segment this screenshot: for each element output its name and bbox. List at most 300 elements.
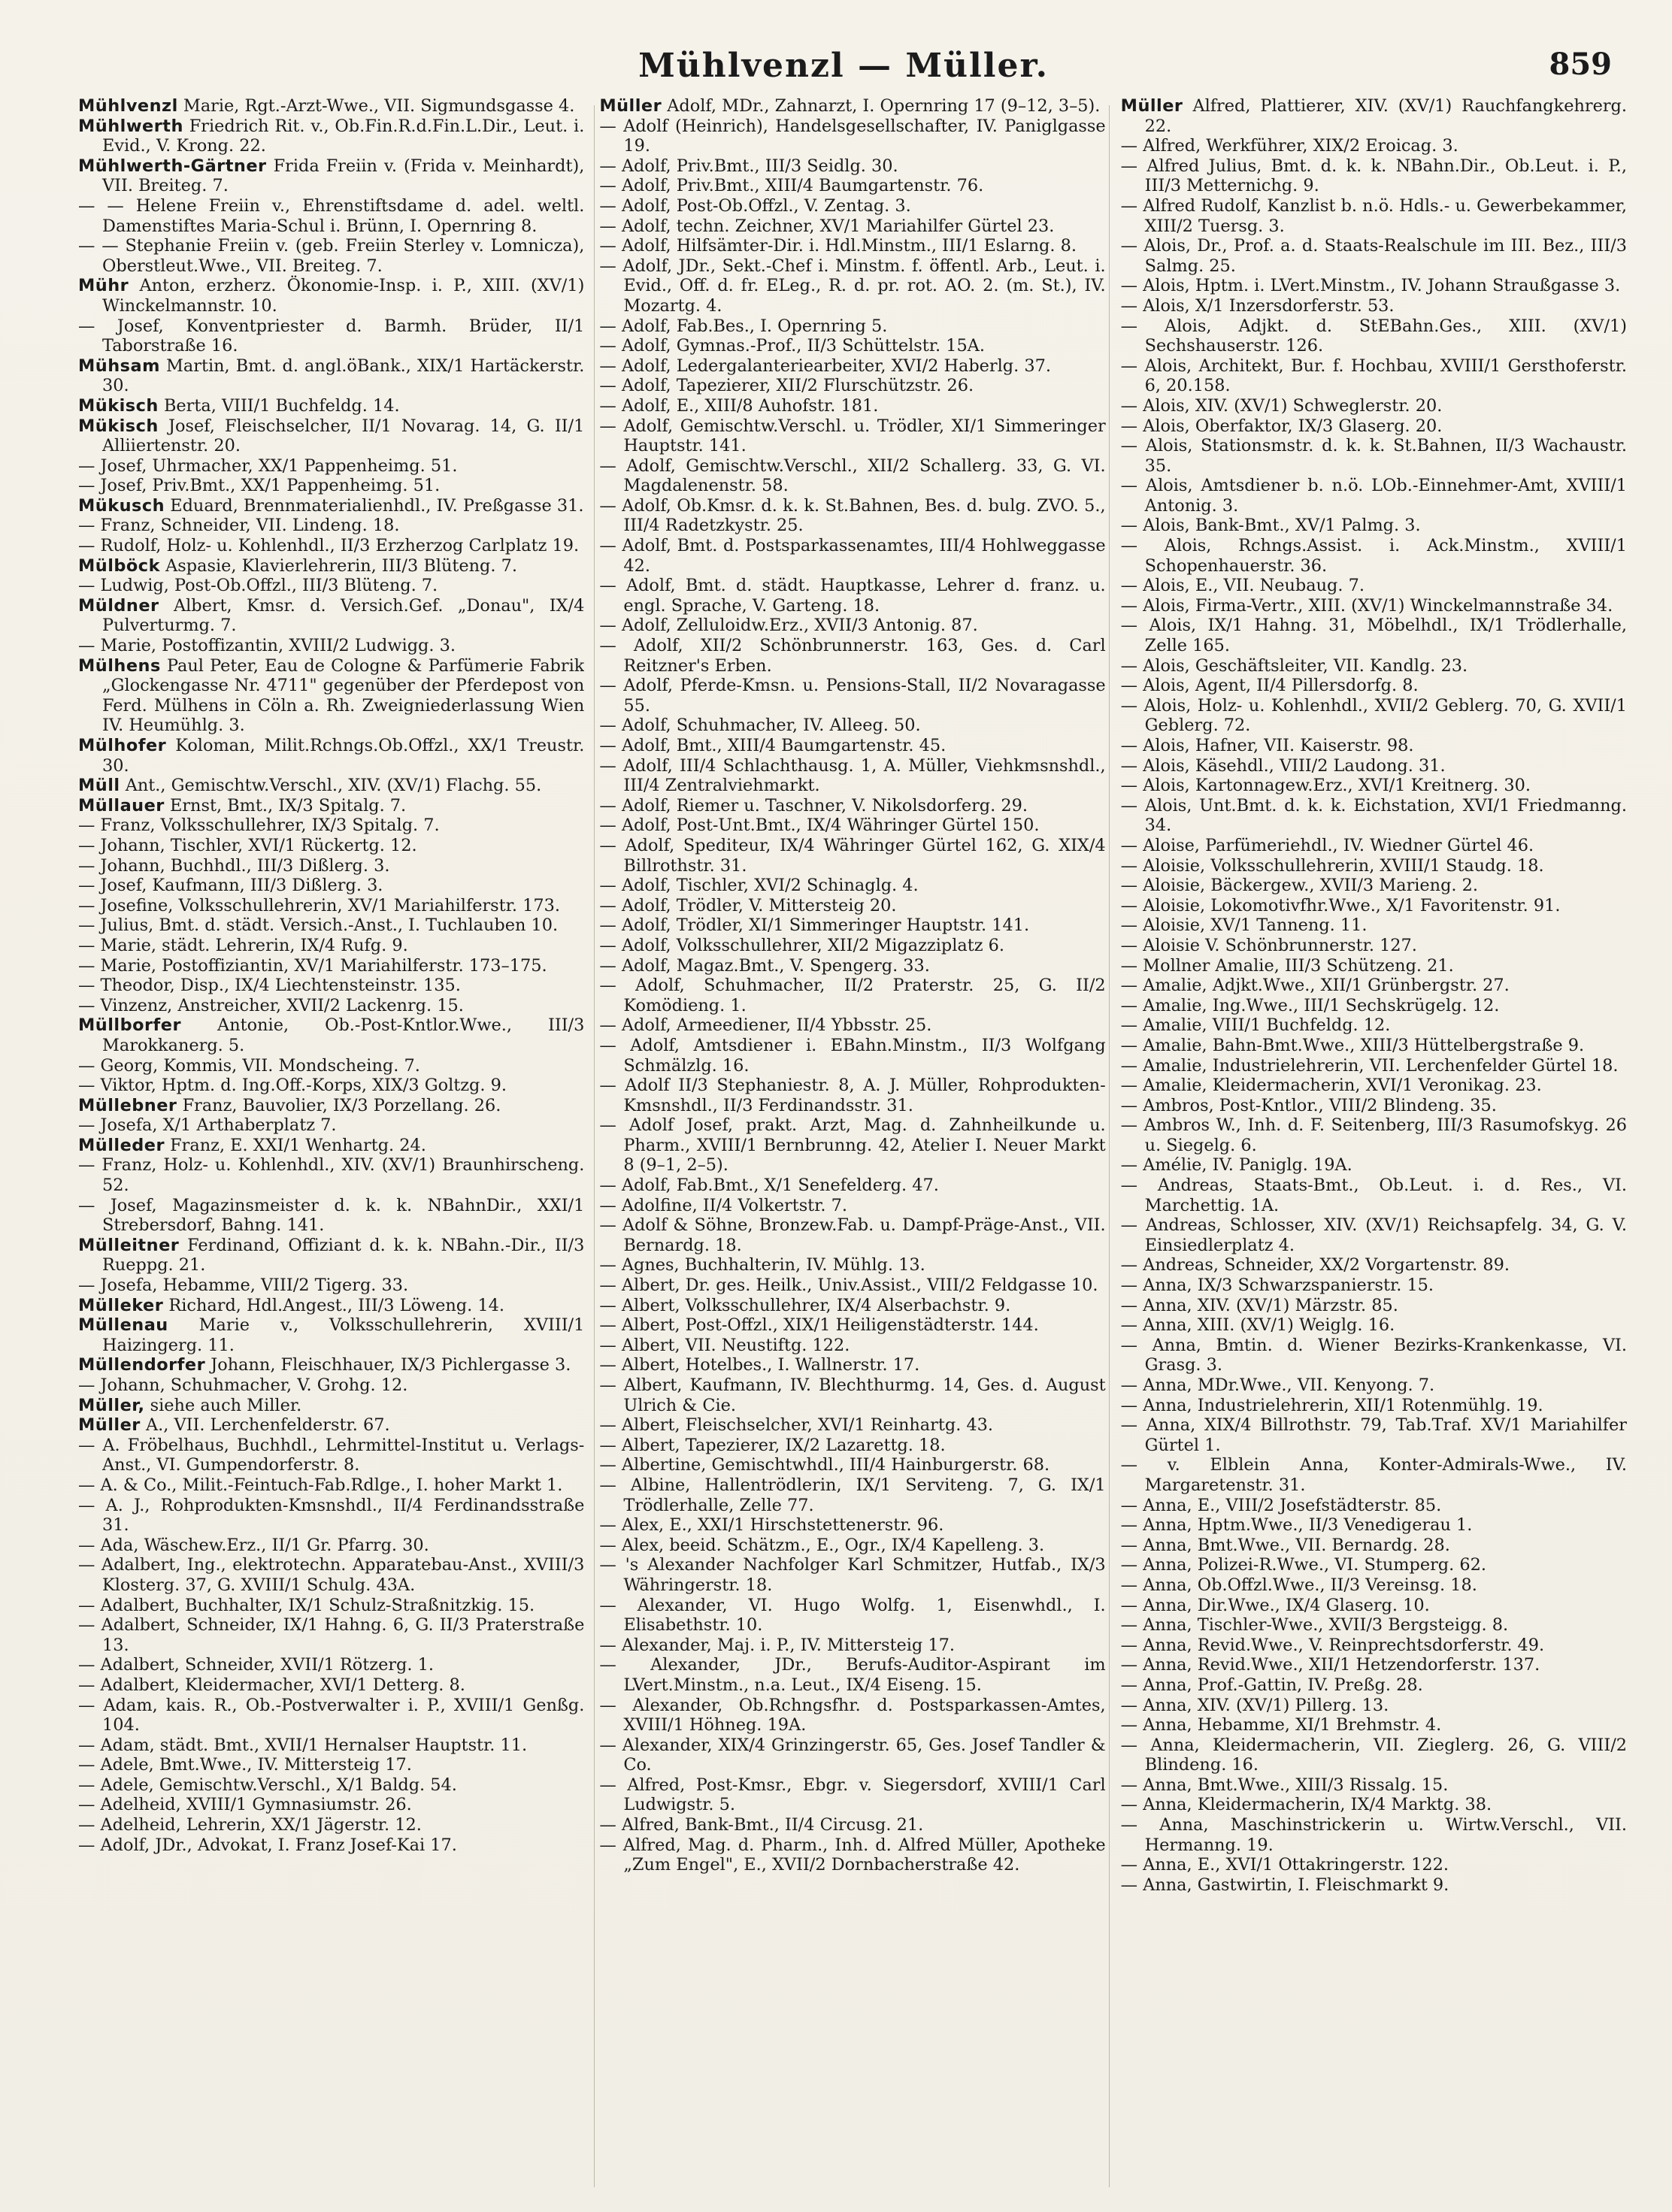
directory-entry bbox=[1121, 1775, 1627, 1796]
entry-details: — Alex, beeid. Schätzm., E., Ogr., IX/4 Kapelleng. 3. bbox=[599, 1535, 1045, 1555]
entry-details: — Alois, Hafner, VII. Kaiserstr. 98. bbox=[1120, 736, 1414, 755]
entry-details: Marie v., Volksschullehrerin, XVIII/1 Haizingerg. 11. bbox=[102, 1315, 585, 1355]
entry-details: — Amalie, Bahn-Bmt.Wwe., XIII/3 Hüttelbergstraße 9. bbox=[1120, 1035, 1585, 1055]
directory-entry bbox=[599, 1115, 1105, 1176]
entry-details: — Marie, städt. Lehrerin, IX/4 Rufg. 9. bbox=[78, 935, 408, 955]
directory-entry bbox=[1121, 1496, 1627, 1516]
entry-details: — Josef, Konventpriester d. Barmh. Brüder, II/1 Taborstraße 16. bbox=[78, 316, 585, 356]
directory-entry bbox=[599, 915, 1105, 936]
entry-details: — Adolf, Fab.Bmt., X/1 Senefelderg. 47. bbox=[599, 1176, 939, 1196]
entry-details: — Adolf, Riemer u. Taschner, V. Nikolsdorferg. 29. bbox=[599, 795, 1028, 816]
entry-details: — Adelheid, XVIII/1 Gymnasiumstr. 26. bbox=[78, 1795, 412, 1815]
directory-entry bbox=[78, 196, 584, 236]
entry-surname: Müllborfer bbox=[78, 1015, 181, 1036]
directory-entry bbox=[1121, 756, 1627, 776]
entry-details: — Rudolf, Holz- u. Kohlenhdl., II/3 Erzherzog Carlplatz 19. bbox=[78, 536, 580, 556]
directory-entry bbox=[599, 1696, 1105, 1735]
entry-details: — Alois, IX/1 Hahng. 31, Möbelhdl., IX/1 Trödlerhalle, Zelle 165. bbox=[1120, 616, 1627, 656]
entry-details: — Adolf, Tischler, XVI/2 Schinaglg. 4. bbox=[599, 876, 919, 896]
entry-details: — Anna, Prof.-Gattin, IV. Preßg. 28. bbox=[1120, 1675, 1423, 1695]
entry-details: — Aloisie, XV/1 Tanneng. 11. bbox=[1120, 915, 1368, 936]
directory-entry bbox=[78, 596, 584, 636]
directory-entry bbox=[599, 1036, 1105, 1076]
directory-entry bbox=[1121, 1536, 1627, 1556]
column-left bbox=[78, 96, 584, 2193]
entry-details: — Alois, Holz- u. Kohlenhdl., XVII/2 Geblerg. 70, G. XVII/1 Geblerg. 72. bbox=[1120, 695, 1627, 736]
directory-entry bbox=[78, 1056, 584, 1076]
entry-details: Berta, VIII/1 Buchfeldg. 14. bbox=[163, 395, 400, 416]
directory-entry bbox=[1121, 356, 1627, 396]
directory-entry bbox=[599, 1375, 1105, 1415]
entry-details: — Adolf, Gemischtw.Verschl. u. Trödler, XI/1 Simmeringer Hauptstr. 141. bbox=[599, 416, 1106, 456]
directory-entry bbox=[1121, 1215, 1627, 1255]
directory-entry bbox=[599, 1475, 1105, 1515]
entry-details: Koloman, Milit.Rchngs.Ob.Offzl., XX/1 Treustr. 30. bbox=[102, 736, 585, 776]
entry-details: — Adolf, III/4 Schlachthausg. 1, A. Müller, Viehkmsnshdl., III/4 Zentralviehmarkt. bbox=[599, 755, 1106, 796]
column-right bbox=[1121, 96, 1627, 2193]
entry-details: — Ada, Wäschew.Erz., II/1 Gr. Pfarrg. 30. bbox=[78, 1535, 429, 1555]
entry-details: Ferdinand, Offiziant d. k. k. NBahn.-Dir., II/3 Rueppg. 21. bbox=[102, 1235, 585, 1275]
directory-entry bbox=[599, 496, 1105, 536]
entry-details: — Adolf II/3 Stephaniestr. 8, A. J. Müller, Rohprodukten-Kmsnshdl., II/3 Ferdinandsstr. 31. bbox=[599, 1076, 1106, 1115]
entry-details: — Alfred Julius, Bmt. d. k. k. NBahn.Dir., Ob.Leut. i. P., III/3 Metternichg. 9. bbox=[1120, 156, 1627, 196]
directory-entry bbox=[78, 936, 584, 956]
directory-entry bbox=[78, 1795, 584, 1815]
directory-entry bbox=[78, 1655, 584, 1675]
entry-details: — — Stephanie Freiin v. (geb. Freiin Sterley v. Lomnicza), Oberstleut.Wwe., VII. Breiteg. 7. bbox=[78, 236, 585, 276]
entry-details: — Alfred Rudolf, Kanzlist b. n.ö. Hdls.- u. Gewerbekammer, XIII/2 Tuersg. 3. bbox=[1120, 195, 1627, 236]
directory-entry bbox=[78, 956, 584, 976]
entry-details: — Alois, Geschäftsleiter, VII. Kandlg. 23. bbox=[1120, 655, 1468, 676]
directory-entry bbox=[1121, 196, 1627, 236]
directory-entry bbox=[78, 1475, 584, 1496]
directory-entry bbox=[599, 1296, 1105, 1316]
directory-entry bbox=[1121, 1555, 1627, 1575]
directory-entry bbox=[599, 1815, 1105, 1835]
directory-entry bbox=[599, 1196, 1105, 1216]
directory-entry bbox=[599, 616, 1105, 636]
page-number: 859 bbox=[1549, 47, 1612, 82]
directory-entry bbox=[1121, 1096, 1627, 1116]
entry-details: — Alois, Dr., Prof. a. d. Staats-Realschule im III. Bez., III/3 Salmg. 25. bbox=[1120, 236, 1627, 276]
entry-details: — Theodor, Disp., IX/4 Liechtensteinstr. 135. bbox=[78, 976, 461, 996]
directory-entry bbox=[78, 536, 584, 556]
directory-entry bbox=[78, 876, 584, 896]
directory-entry bbox=[1121, 1596, 1627, 1616]
directory-entry bbox=[599, 1596, 1105, 1636]
entry-details: — Adolf, Volksschullehrer, XII/2 Migazziplatz 6. bbox=[599, 935, 1004, 955]
directory-entry bbox=[599, 1515, 1105, 1536]
directory-entry bbox=[599, 956, 1105, 976]
entry-details: — Amalie, Ing.Wwe., III/1 Sechskrügelg. 12. bbox=[1120, 995, 1500, 1015]
entry-details: — Albert, Fleischselcher, XVI/1 Reinhartg. 43. bbox=[599, 1415, 994, 1436]
entry-details: — Adolf, E., XIII/8 Auhofstr. 181. bbox=[599, 395, 879, 416]
entry-details: — Adolf, Gemischtw.Verschl., XII/2 Schallerg. 33, G. VI. Magdalenenstr. 58. bbox=[599, 455, 1106, 496]
entry-details: — Anna, Hebamme, XI/1 Brehmstr. 4. bbox=[1120, 1715, 1442, 1735]
directory-entry bbox=[1121, 1615, 1627, 1636]
directory-entry bbox=[1121, 156, 1627, 196]
entry-details: — Adolf, Ledergalanteriearbeiter, XVI/2 Haberlg. 37. bbox=[599, 356, 1051, 376]
entry-details: — Adolf, Bmt. d. städt. Hauptkasse, Lehrer d. franz. u. engl. Sprache, V. Garteng. 18. bbox=[599, 576, 1106, 616]
entry-details: — Adam, städt. Bmt., XVII/1 Hernalser Hauptstr. 11. bbox=[78, 1735, 528, 1755]
directory-entry bbox=[1121, 676, 1627, 696]
directory-entry bbox=[78, 96, 584, 117]
entry-details: — Franz, Holz- u. Kohlenhdl., XIV. (XV/1) Braunhirscheng. 52. bbox=[78, 1155, 585, 1196]
directory-entry bbox=[78, 1076, 584, 1096]
directory-entry bbox=[78, 1755, 584, 1775]
entry-details: — Anna, Gastwirtin, I. Fleischmarkt 9. bbox=[1120, 1875, 1449, 1895]
directory-entry bbox=[1121, 915, 1627, 936]
directory-entry bbox=[599, 896, 1105, 916]
entry-surname: Mülleder bbox=[78, 1135, 165, 1155]
entry-details: — Anna, Industrielehrerin, XII/1 Rotenmühlg. 19. bbox=[1120, 1395, 1543, 1415]
directory-entry bbox=[78, 1555, 584, 1595]
entry-details: — Franz, Volksschullehrer, IX/3 Spitalg. 7. bbox=[78, 816, 440, 836]
directory-entry bbox=[1121, 1115, 1627, 1155]
entry-details: — Adalbert, Buchhalter, IX/1 Schulz-Straßnitzkig. 15. bbox=[78, 1595, 535, 1615]
entry-details: — Anna, Kleidermacherin, IX/4 Marktg. 38. bbox=[1120, 1795, 1492, 1815]
directory-entry bbox=[78, 896, 584, 916]
entry-details: — Albert, Volksschullehrer, IX/4 Alserbachstr. 9. bbox=[599, 1295, 1011, 1315]
entry-surname: Müldner bbox=[78, 595, 159, 616]
directory-entry bbox=[78, 1496, 584, 1536]
entry-details: — Adolf, Bmt., XIII/4 Baumgartenstr. 45. bbox=[599, 736, 947, 755]
entry-details: — Alois, Kartonnagew.Erz., XVI/1 Kreitnerg. 30. bbox=[1120, 776, 1531, 796]
page-header bbox=[75, 47, 1612, 99]
entry-details: — Alois, Agent, II/4 Pillersdorfg. 8. bbox=[1120, 676, 1419, 696]
entry-details: Franz, E. XXI/1 Wenhartg. 24. bbox=[170, 1135, 426, 1155]
directory-entry bbox=[78, 1155, 584, 1195]
entry-details: — 's Alexander Nachfolger Karl Schmitzer, Hutfab., IX/3 Währingerstr. 18. bbox=[599, 1555, 1106, 1595]
directory-entry bbox=[1121, 1715, 1627, 1735]
directory-entry bbox=[1121, 1076, 1627, 1096]
entry-details: — Adolf, Hilfsämter-Dir. i. Hdl.Minstm., III/1 Eslarng. 8. bbox=[599, 236, 1077, 256]
directory-entry bbox=[1121, 1015, 1627, 1036]
directory-entry bbox=[1121, 796, 1627, 836]
directory-entry bbox=[78, 156, 584, 196]
entry-details: — Alois, Adjkt. d. StEBahn.Ges., XIII. (XV/1) Sechshauserstr. 126. bbox=[1120, 316, 1627, 356]
entry-details: Johann, Fleischhauer, IX/3 Pichlergasse 3. bbox=[211, 1355, 571, 1375]
directory-entry bbox=[78, 1196, 584, 1236]
entry-details: — Anna, XIV. (XV/1) Pillerg. 13. bbox=[1120, 1695, 1389, 1715]
entry-details: — Adolf, Pferde-Kmsn. u. Pensions-Stall, II/2 Novaragasse 55. bbox=[599, 676, 1106, 716]
directory-entry bbox=[1121, 316, 1627, 356]
entry-details: — Alexander, XIX/4 Grinzingerstr. 65, Ges. Josef Tandler & Co. bbox=[599, 1735, 1106, 1775]
directory-entry bbox=[78, 796, 584, 816]
directory-entry bbox=[78, 856, 584, 876]
directory-entry bbox=[78, 1815, 584, 1835]
directory-entry bbox=[599, 1735, 1105, 1775]
entry-details: Franz, Bauvolier, IX/3 Porzellang. 26. bbox=[182, 1095, 501, 1115]
directory-entry bbox=[599, 336, 1105, 356]
entry-details: — Albertine, Gemischtwhdl., III/4 Hainburgerstr. 68. bbox=[599, 1455, 1050, 1475]
entry-details: — Adele, Bmt.Wwe., IV. Mittersteig 17. bbox=[78, 1755, 412, 1775]
entry-details: — Alex, E., XXI/1 Hirschstettenerstr. 96. bbox=[599, 1515, 944, 1536]
entry-details: — Anna, IX/3 Schwarzspanierstr. 15. bbox=[1120, 1275, 1434, 1296]
directory-entry bbox=[1121, 736, 1627, 756]
entry-details: — Adam, kais. R., Ob.-Postverwalter i. P., XVIII/1 Genßg. 104. bbox=[78, 1695, 585, 1735]
entry-details: — Alexander, JDr., Berufs-Auditor-Aspirant im LVert.Minstm., n.a. Leut., IX/4 Eiseng. 15. bbox=[599, 1655, 1106, 1695]
directory-entry bbox=[78, 1096, 584, 1116]
entry-details: — Johann, Schuhmacher, V. Grohg. 12. bbox=[78, 1375, 408, 1395]
entry-details: — Adolf Josef, prakt. Arzt, Mag. d. Zahnheilkunde u. Pharm., XVIII/1 Bernbrunng. 42, Atelier I. Neuer Markt 8 (9–1, 2–5). bbox=[599, 1115, 1106, 1176]
directory-entry bbox=[599, 316, 1105, 337]
entry-surname: Müllebner bbox=[78, 1095, 177, 1115]
directory-entry bbox=[599, 1076, 1105, 1115]
entry-details: — Alois, E., VII. Neubaug. 7. bbox=[1120, 576, 1365, 596]
entry-details: — Adolf, Ob.Kmsr. d. k. k. St.Bahnen, Bes. d. bulg. ZVO. 5., III/4 Radetzkystr. 25. bbox=[599, 495, 1106, 536]
directory-entry bbox=[599, 1336, 1105, 1356]
entry-details: — Adalbert, Kleidermacher, XVI/1 Detterg. 8. bbox=[78, 1675, 465, 1695]
directory-entry bbox=[599, 216, 1105, 237]
directory-entry bbox=[1121, 896, 1627, 916]
entry-surname: Mülleker bbox=[78, 1295, 164, 1315]
directory-entry bbox=[1121, 596, 1627, 616]
entry-details: — Andreas, Staats-Bmt., Ob.Leut. i. d. Res., VI. Marchettig. 1A. bbox=[1120, 1176, 1627, 1215]
entry-details: — Anna, XIV. (XV/1) Märzstr. 85. bbox=[1120, 1295, 1398, 1315]
directory-entry bbox=[599, 1775, 1105, 1815]
directory-entry bbox=[599, 1655, 1105, 1695]
directory-entry bbox=[1121, 656, 1627, 676]
directory-entry bbox=[78, 1355, 584, 1375]
directory-entry bbox=[1121, 616, 1627, 655]
entry-details: — Albert, Hotelbes., I. Wallnerstr. 17. bbox=[599, 1355, 920, 1375]
directory-entry bbox=[599, 1536, 1105, 1556]
directory-entry bbox=[599, 376, 1105, 396]
directory-entry bbox=[599, 816, 1105, 836]
entry-surname: Müllendorfer bbox=[78, 1355, 206, 1375]
directory-entry bbox=[599, 1436, 1105, 1456]
entry-surname: Müll bbox=[78, 776, 120, 796]
directory-entry bbox=[78, 456, 584, 477]
entry-details: — Josefa, Hebamme, VIII/2 Tigerg. 33. bbox=[78, 1275, 409, 1296]
directory-entry bbox=[1121, 976, 1627, 996]
entry-details: — Franz, Schneider, VII. Lindeng. 18. bbox=[78, 516, 400, 536]
directory-entry bbox=[1121, 1455, 1627, 1495]
directory-entry bbox=[599, 736, 1105, 756]
entry-details: — Anna, Tischler-Wwe., XVII/3 Bergsteigg. 8. bbox=[1120, 1615, 1509, 1636]
directory-entry bbox=[599, 1355, 1105, 1375]
entry-details: — Adolf, Priv.Bmt., XIII/4 Baumgartenstr. 76. bbox=[599, 176, 984, 196]
directory-entry bbox=[78, 1696, 584, 1735]
directory-entry bbox=[78, 276, 584, 316]
directory-entry bbox=[78, 915, 584, 936]
directory-entry bbox=[599, 117, 1105, 156]
directory-entry bbox=[599, 836, 1105, 876]
directory-entry bbox=[78, 656, 584, 736]
entry-surname: Mühsam bbox=[78, 356, 160, 376]
directory-entry bbox=[1121, 1396, 1627, 1416]
directory-entry bbox=[1121, 1795, 1627, 1815]
directory-entry bbox=[78, 1275, 584, 1296]
directory-entry bbox=[78, 1396, 584, 1416]
entry-details: — Adolf, Armeediener, II/4 Ybbsstr. 25. bbox=[599, 1015, 932, 1036]
directory-entry bbox=[78, 1136, 584, 1156]
entry-details: — Georg, Kommis, VII. Mondscheing. 7. bbox=[78, 1055, 420, 1076]
directory-entry bbox=[599, 1555, 1105, 1595]
directory-entry bbox=[1121, 856, 1627, 876]
entry-details: — Adelheid, Lehrerin, XX/1 Jägerstr. 12. bbox=[78, 1815, 422, 1835]
entry-details: — Alfred, Werkführer, XIX/2 Eroicag. 3. bbox=[1120, 136, 1458, 156]
entry-surname: Mükisch bbox=[78, 416, 159, 436]
directory-entry bbox=[599, 1415, 1105, 1436]
entry-details: — Amalie, Kleidermacherin, XVI/1 Veronikag. 23. bbox=[1120, 1076, 1542, 1096]
page-title: Mühlvenzl — Müller. bbox=[638, 47, 1049, 85]
entry-details: — Anna, Bmt.Wwe., VII. Bernardg. 28. bbox=[1120, 1535, 1450, 1555]
directory-entry bbox=[1121, 1336, 1627, 1375]
entry-details: — Anna, Hptm.Wwe., II/3 Venedigerau 1. bbox=[1120, 1515, 1473, 1536]
entry-details: — Amélie, IV. Paniglg. 19A. bbox=[1120, 1155, 1352, 1176]
directory-entry bbox=[599, 236, 1105, 256]
directory-entry bbox=[1121, 996, 1627, 1016]
entry-details: — Adolf, Gymnas.-Prof., II/3 Schüttelstr. 15A. bbox=[599, 336, 985, 356]
entry-details: — A. J., Rohprodukten-Kmsnshdl., II/4 Ferdinandsstraße 31. bbox=[78, 1495, 585, 1536]
directory-entry bbox=[599, 756, 1105, 796]
entry-details: — Amalie, Industrielehrerin, VII. Lerchenfelder Gürtel 18. bbox=[1120, 1055, 1619, 1076]
directory-entry bbox=[1121, 1176, 1627, 1215]
entry-details: — Adolf, Bmt. d. Postsparkassenamtes, III/4 Hohlweggasse 42. bbox=[599, 536, 1106, 576]
directory-entry bbox=[78, 476, 584, 496]
entry-details: — Josef, Magazinsmeister d. k. k. NBahnDir., XXI/1 Strebersdorf, Bahng. 141. bbox=[78, 1195, 585, 1236]
directory-entry bbox=[78, 996, 584, 1016]
entry-details: — Alfred, Mag. d. Pharm., Inh. d. Alfred Müller, Apotheke „Zum Engel", E., XVII/2 Dornbacherstraße 42. bbox=[599, 1835, 1106, 1875]
entry-surname: Müllauer bbox=[78, 795, 165, 816]
entry-surname: Mühlvenzl bbox=[78, 96, 178, 116]
directory-entry bbox=[599, 356, 1105, 377]
directory-entry bbox=[78, 1775, 584, 1796]
directory-entry bbox=[78, 516, 584, 536]
directory-entry bbox=[599, 536, 1105, 576]
directory-entry bbox=[78, 636, 584, 656]
entry-surname: Mülleitner bbox=[78, 1235, 180, 1255]
directory-entry bbox=[78, 1315, 584, 1355]
entry-details: — Ludwig, Post-Ob.Offzl., III/3 Blüteng. 7. bbox=[78, 576, 438, 596]
directory-entry bbox=[599, 1315, 1105, 1336]
directory-entry bbox=[1121, 776, 1627, 796]
entry-details: — Adolf, Schuhmacher, IV. Alleeg. 50. bbox=[599, 716, 921, 736]
directory-entry bbox=[1121, 1655, 1627, 1675]
entry-details: — Adolf (Heinrich), Handelsgesellschafter, IV. Paniglgasse 19. bbox=[599, 116, 1106, 156]
entry-details: Marie, Rgt.-Arzt-Wwe., VII. Sigmundsgasse 4. bbox=[183, 96, 575, 116]
directory-entry bbox=[78, 1735, 584, 1756]
directory-entry bbox=[1121, 1056, 1627, 1076]
directory-entry bbox=[78, 736, 584, 776]
entry-details: Adolf, MDr., Zahnarzt, I. Opernring 17 (9–12, 3–5). bbox=[667, 96, 1101, 116]
directory-entry bbox=[1121, 1515, 1627, 1536]
entry-details: — v. Elblein Anna, Konter-Admirals-Wwe., IV. Margaretenstr. 31. bbox=[1120, 1455, 1627, 1495]
entry-details: — Andreas, Schlosser, XIV. (XV/1) Reichsapfelg. 34, G. V. Einsiedlerplatz 4. bbox=[1120, 1215, 1627, 1255]
entry-details: — Adolf, Priv.Bmt., III/3 Seidlg. 30. bbox=[599, 156, 898, 176]
entry-details: — Anna, XIII. (XV/1) Weiglg. 16. bbox=[1120, 1315, 1395, 1336]
directory-entry bbox=[1121, 236, 1627, 276]
entry-details: — Aloise, Parfümeriehdl., IV. Wiedner Gürtel 46. bbox=[1120, 835, 1534, 855]
entry-details: — Adolf, techn. Zeichner, XV/1 Mariahilfer Gürtel 23. bbox=[599, 216, 1055, 236]
directory-entry bbox=[78, 117, 584, 156]
entry-details: — Anna, Polizei-R.Wwe., VI. Stumperg. 62. bbox=[1120, 1555, 1486, 1575]
entry-details: — Adolf, XII/2 Schönbrunnerstr. 163, Ges. d. Carl Reitzner's Erben. bbox=[599, 636, 1106, 676]
entry-details: — Anna, Dir.Wwe., IX/4 Glaserg. 10. bbox=[1120, 1595, 1430, 1615]
entry-surname: Müller bbox=[1120, 96, 1183, 116]
directory-entry bbox=[1121, 276, 1627, 296]
directory-entry bbox=[1121, 576, 1627, 596]
entry-details: Alfred, Plattierer, XIV. (XV/1) Rauchfangkehrerg. 22. bbox=[1144, 96, 1627, 136]
directory-entry bbox=[1121, 1155, 1627, 1176]
directory-entry bbox=[599, 1215, 1105, 1255]
directory-entry bbox=[1121, 1636, 1627, 1656]
entry-details: — Adalbert, Schneider, IX/1 Hahng. 6, G. II/3 Praterstraße 13. bbox=[78, 1615, 585, 1655]
entry-details: — Aloisie, Lokomotivfhr.Wwe., X/1 Favoritenstr. 91. bbox=[1120, 895, 1561, 915]
directory-entry bbox=[599, 196, 1105, 216]
entry-details: — Ambros W., Inh. d. F. Seitenberg, III/3 Rasumofskyg. 26 u. Siegelg. 6. bbox=[1120, 1115, 1627, 1155]
directory-entry bbox=[599, 1176, 1105, 1196]
entry-details: — Josef, Priv.Bmt., XX/1 Pappenheimg. 51. bbox=[78, 476, 441, 496]
directory-entry bbox=[78, 236, 584, 276]
entry-details: — Agnes, Buchhalterin, IV. Mühlg. 13. bbox=[599, 1255, 925, 1275]
entry-details: siehe auch Miller. bbox=[150, 1395, 302, 1415]
directory-entry bbox=[599, 156, 1105, 177]
directory-entry bbox=[1121, 1855, 1627, 1875]
entry-surname: Müllenau bbox=[78, 1315, 168, 1336]
directory-entry bbox=[1121, 1735, 1627, 1775]
directory-entry bbox=[78, 1415, 584, 1436]
directory-entry bbox=[599, 256, 1105, 316]
entry-details: A., VII. Lerchenfelderstr. 67. bbox=[145, 1415, 390, 1436]
directory-entry bbox=[78, 416, 584, 456]
entry-surname: Müller bbox=[599, 96, 662, 116]
entry-surname: Mükusch bbox=[78, 495, 165, 516]
directory-entry bbox=[599, 876, 1105, 896]
directory-entry bbox=[599, 1835, 1105, 1875]
entry-details: — Anna, Revid.Wwe., V. Reinprechtsdorferstr. 49. bbox=[1120, 1635, 1545, 1655]
entry-details: — Marie, Postoffizantin, XVIII/2 Ludwigg. 3. bbox=[78, 636, 456, 656]
entry-details: — Anna, Ob.Offzl.Wwe., II/3 Vereinsg. 18. bbox=[1120, 1575, 1477, 1595]
entry-details: — Anna, Bmt.Wwe., XIII/3 Rissalg. 15. bbox=[1120, 1775, 1449, 1795]
entry-details: — Alexander, Ob.Rchngsfhr. d. Postsparkassen-Amtes, XVIII/1 Höhneg. 19A. bbox=[599, 1695, 1106, 1735]
directory-entry bbox=[599, 1015, 1105, 1036]
entry-details: — Amalie, VIII/1 Buchfeldg. 12. bbox=[1120, 1015, 1391, 1036]
column-middle bbox=[599, 96, 1105, 2193]
entry-details: — Adolfine, II/4 Volkertstr. 7. bbox=[599, 1195, 848, 1215]
entry-surname: Mülhofer bbox=[78, 736, 167, 755]
directory-entry bbox=[1121, 296, 1627, 316]
entry-surname: Mükisch bbox=[78, 395, 159, 416]
directory-entry bbox=[599, 976, 1105, 1015]
directory-entry bbox=[1121, 1696, 1627, 1716]
entry-details: — Alois, Firma-Vertr., XIII. (XV/1) Winckelmannstraße 34. bbox=[1120, 595, 1613, 616]
entry-details: — Adolf, Zelluloidw.Erz., XVII/3 Antonig. 87. bbox=[599, 616, 978, 636]
entry-details: — Amalie, Adjkt.Wwe., XII/1 Grünbergstr. 27. bbox=[1120, 976, 1510, 996]
directory-entry bbox=[1121, 1315, 1627, 1336]
directory-entry bbox=[78, 356, 584, 396]
entry-details: — Adolf, Tapezierer, XII/2 Flurschützstr. 26. bbox=[599, 376, 974, 396]
entry-details: — Julius, Bmt. d. städt. Versich.-Anst., I. Tuchlauben 10. bbox=[78, 915, 559, 936]
entry-details: — Alois, Stationsmstr. d. k. k. St.Bahnen, II/3 Wachaustr. 35. bbox=[1120, 436, 1627, 476]
directory-entry bbox=[599, 96, 1105, 117]
entry-details: — Alexander, VI. Hugo Wolfg. 1, Eisenwhdl., I. Elisabethstr. 10. bbox=[599, 1595, 1106, 1636]
entry-details: — Adolf, Spediteur, IX/4 Währinger Gürtel 162, G. XIX/4 Billrothstr. 31. bbox=[599, 835, 1106, 876]
directory-entry bbox=[1121, 96, 1627, 136]
entry-details: Ant., Gemischtw.Verschl., XIV. (XV/1) Flachg. 55. bbox=[125, 776, 542, 796]
directory-entry bbox=[78, 1375, 584, 1396]
directory-entry bbox=[78, 396, 584, 416]
entry-details: — Adolf, Fab.Bes., I. Opernring 5. bbox=[599, 316, 888, 336]
directory-entry bbox=[599, 416, 1105, 456]
entry-details: — Anna, Maschinstrickerin u. Wirtw.Verschl., VII. Hermanng. 19. bbox=[1120, 1815, 1627, 1855]
entry-details: — Alois, Käsehdl., VIII/2 Laudong. 31. bbox=[1120, 755, 1446, 776]
entry-details: — Anna, E., XVI/1 Ottakringerstr. 122. bbox=[1120, 1855, 1449, 1875]
entry-details: — Adolf, Post-Unt.Bmt., IX/4 Währinger Gürtel 150. bbox=[599, 816, 1040, 836]
directory-entry bbox=[599, 676, 1105, 716]
